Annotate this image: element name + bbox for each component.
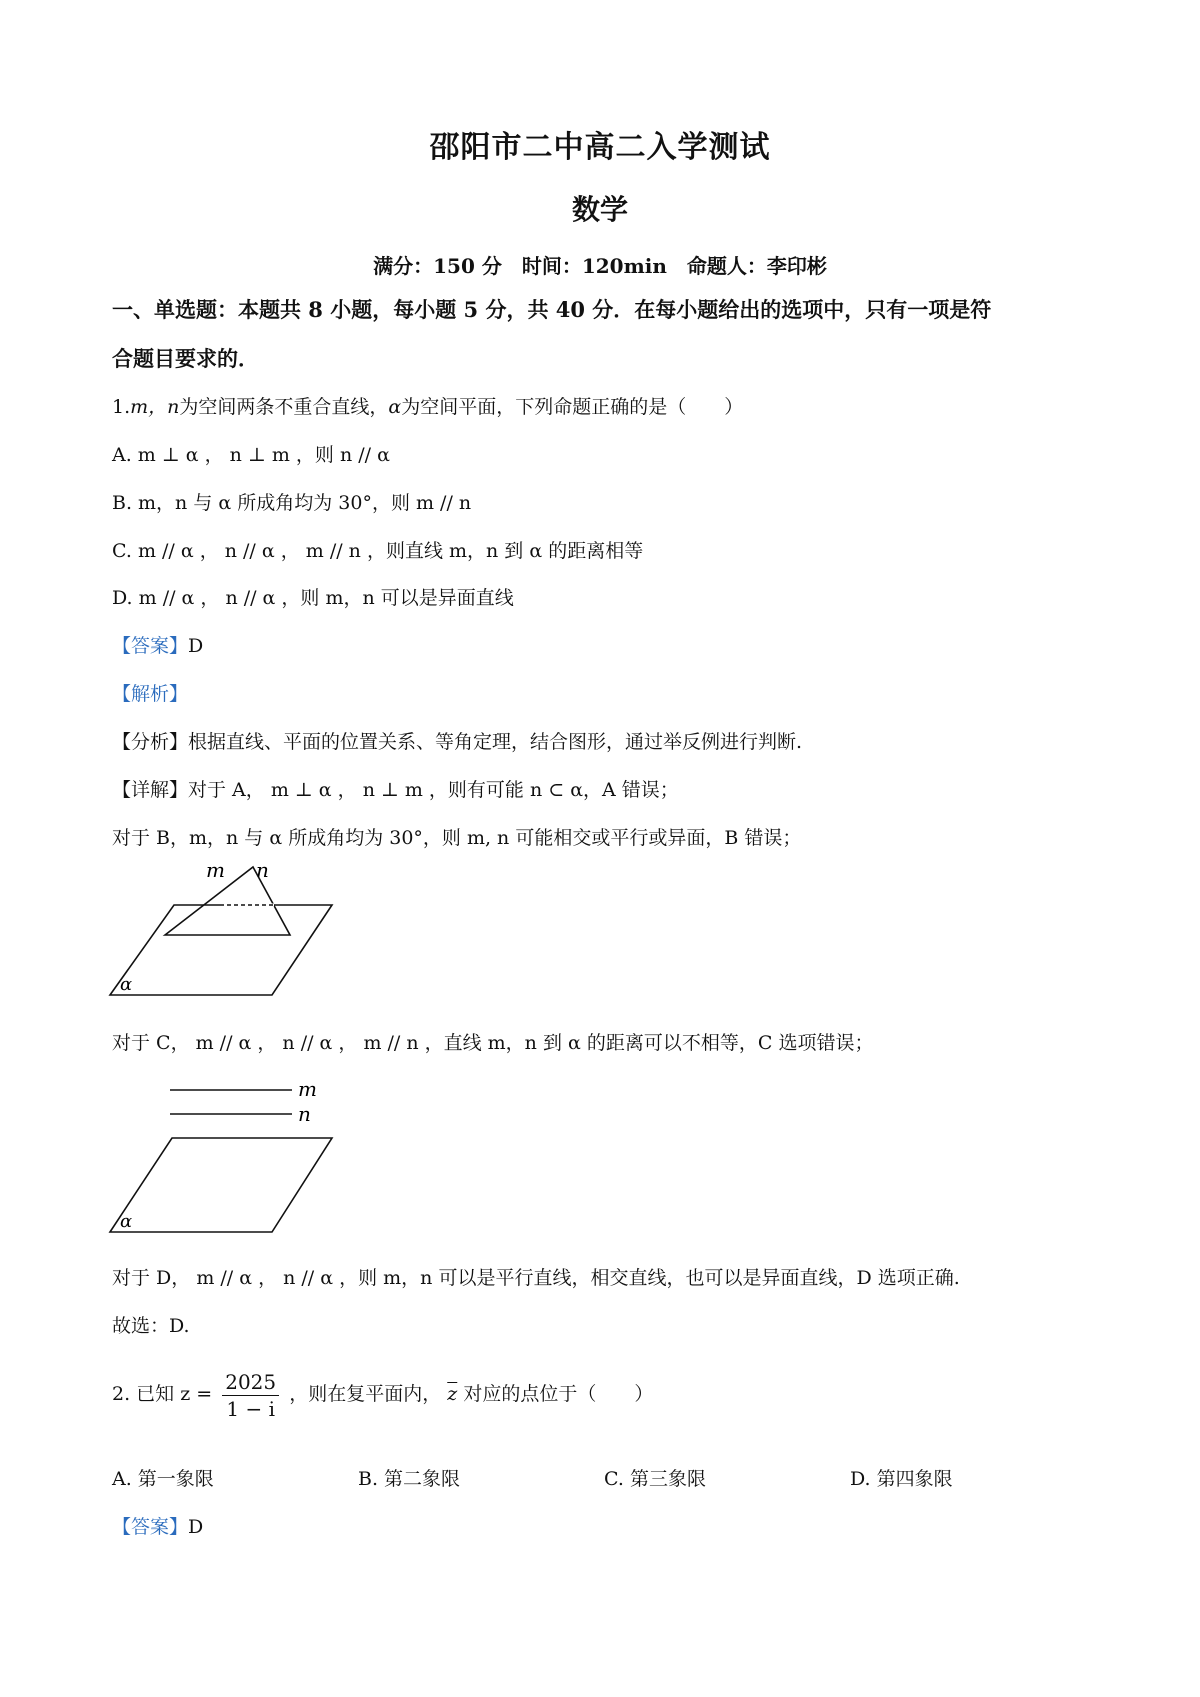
label-alpha: α [120, 1211, 133, 1232]
figure-plane-triangle [100, 855, 350, 1015]
q2-denominator: 1 − i [226, 1396, 275, 1421]
q1-answer [112, 631, 203, 658]
q2-option-d: D. 第四象限 [850, 1468, 953, 1490]
label-m: m [298, 1077, 317, 1101]
fenxi-text: 根据直线、平面的位置关系、等角定理，结合图形，通过举反例进行判断. [188, 731, 803, 753]
answer-value: D [188, 635, 204, 657]
answer-value: D [188, 1516, 204, 1538]
q1-line-c: 对于 C， m // α ， n // α ， m // n ，直线 m，n 到 α 的距离可以不相等，C 选项错误； [112, 1032, 874, 1054]
q1-stem-post: 为空间平面，下列命题正确的是（ ） [401, 396, 744, 418]
q1-stem [112, 392, 743, 419]
triangle-mn [165, 867, 290, 935]
q2-option-c: C. 第三象限 [604, 1468, 706, 1490]
q1-line-d: 对于 D， m // α ， n // α ，则 m，n 可以是平行直线，相交直线，也可以是异面直线，D 选项正确. [112, 1267, 960, 1289]
q1-option-c: C. m // α ， n // α ， m // n ，则直线 m，n 到 α 的距离相等 [112, 540, 644, 562]
q1-option-a: A. m ⊥ α ， n ⊥ m ，则 n // α [112, 444, 390, 466]
q1-fenxi [112, 727, 802, 754]
q2-option-a: A. 第一象限 [112, 1468, 214, 1490]
xiangjie-text: 对于 A， m ⊥ α ， n ⊥ m ，则有可能 n ⊂ α，A 错误； [188, 779, 679, 801]
fenxi-tag: 【分析】 [112, 731, 189, 753]
page-title: 邵阳市二中高二入学测试 [429, 130, 771, 165]
q1-alpha: α [388, 396, 402, 418]
xiangjie-tag: 【详解】 [112, 779, 189, 801]
q2-stem-end: 对应的点位于（ ） [463, 1383, 654, 1405]
q1-number: 1. [112, 396, 131, 418]
q1-stem-mid: 为空间两条不重合直线， [179, 396, 389, 418]
q2-zbar: $\overline{z}$ [447, 1383, 458, 1405]
figure-parallel-lines-plane [100, 1070, 350, 1240]
plane-alpha [110, 1138, 332, 1232]
section-heading-line2: 合题目要求的． [112, 346, 259, 371]
q1-line-b: 对于 B，m，n 与 α 所成角均为 30°，则 m, n 可能相交或平行或异面，B 错误； [112, 827, 802, 849]
q2-stem [112, 1366, 653, 1422]
label-n: n [298, 1102, 311, 1126]
answer-tag: 【答案】 [112, 635, 189, 657]
q1-conclusion: 故选：D. [112, 1315, 190, 1337]
q2-stem-post: ，则在复平面内， [289, 1383, 442, 1405]
q1-option-b: B. m，n 与 α 所成角均为 30°，则 m // n [112, 492, 472, 514]
q2-answer [112, 1512, 203, 1539]
q2-fraction [222, 1369, 279, 1422]
subject-title: 数学 [571, 193, 628, 226]
label-alpha: α [120, 974, 133, 995]
q2-option-b: B. 第二象限 [358, 1468, 461, 1490]
section-heading-line1: 一、单选题：本题共 8 小题，每小题 5 分，共 40 分．在每小题给出的选项中，只有一项是符 [112, 297, 992, 322]
answer-tag: 【答案】 [112, 1516, 189, 1538]
label-m: m [206, 858, 225, 882]
q2-numerator: 2025 [222, 1369, 279, 1396]
q1-option-d: D. m // α ， n // α ，则 m，n 可以是异面直线 [112, 587, 514, 609]
plane-alpha [110, 905, 332, 995]
label-n: n [256, 858, 269, 882]
q2-stem-pre: 2. 已知 z = [112, 1383, 213, 1405]
q1-vars: m，n [130, 396, 180, 418]
exam-meta: 满分：150 分 时间：120min 命题人：李印彬 [373, 254, 827, 278]
q1-xiangjie [112, 775, 679, 802]
q1-analysis-tag: 【解析】 [112, 683, 189, 705]
